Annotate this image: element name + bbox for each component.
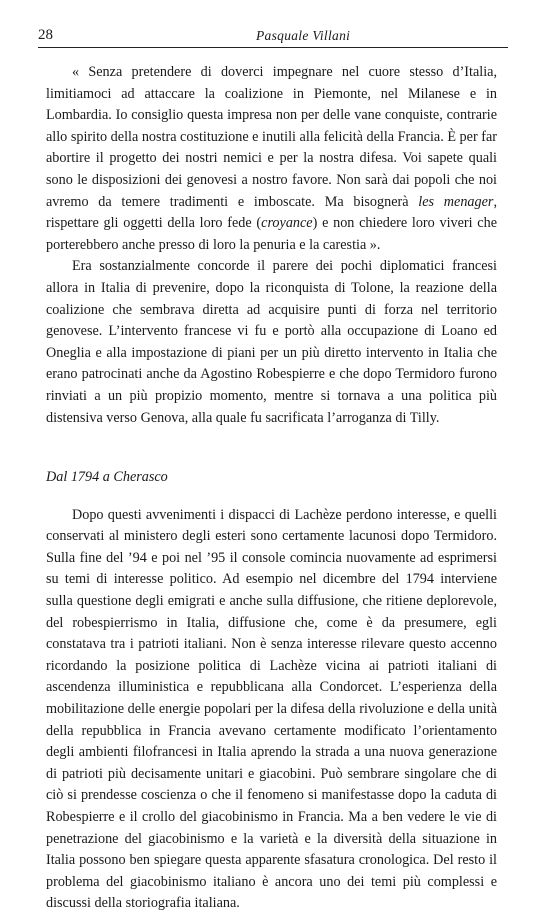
- section-heading: Dal 1794 a Cherasco: [46, 469, 168, 486]
- quote-text-part: ) e non chiedere loro viveri che porterebbero anche presso di loro la penuria e la carestia ».: [46, 215, 497, 253]
- body-paragraph: Era sostanzialmente concorde il parere dei pochi diplomatici francesi allora in Italia di prevenire, dopo la riconquista di Tolone, la reazione della coalizione che sembrava diretta ad acquisire punti di forza nel territorio genovese. L’intervento francese vi fu e portò alla occupazione di Loano ed Oneglia e alla impostazione di piani per un più diretto intervento in Italia che erano patrocinati anche da Agostino Robespierre e che dopo Termidoro furono rinviati a un più propizio momento, mentre si tornava a una politica più distensiva verso Genova, alla quale fu sacrificata l’arroganza di Tilly.: [46, 258, 497, 426]
- page-header: [38, 27, 508, 48]
- quote-italic-term: croyance: [261, 215, 313, 232]
- quote-text-part: « Senza pretendere di doverci impegnare nel cuore stesso d’Italia, limitiamoci ad attaccare la coalizione in Piemonte, nel Milanese e in Lombardia. Io consiglio questa impresa non per delle vane conquiste, contrarie allo spirito della nostra costituzione e inutili alla felicità della Francia. È per far abortire il progetto dei nostri nemici e per la nostra difesa. Voi sapete quali sono le disposizioni dei genovesi a nostro favore. Non sarà dai popoli che noi avremo da temere tradimenti e imboscate. Ma bisognerà: [46, 64, 497, 210]
- page-body: [46, 62, 497, 915]
- quote-paragraph: [46, 62, 497, 256]
- quote-italic-term: les menager: [418, 193, 494, 210]
- running-head: Pasquale Villani: [256, 28, 351, 43]
- body-paragraph: Dopo questi avvenimenti i dispacci di Lachèze perdono interesse, e quelli conservati al ministero degli esteri sono certamente lacunosi dopo Termidoro. Sulla fine del ’94 e poi nel ’95 il console comincia nuovamente ad esprimersi su temi di interesse politico. Ad esempio nel dicembre del 1794 interviene sulla questione degli emigrati e anche sulla diffusione, che ritiene deplorevole, del robespierrismo in Italia, diffusione che, come è da presumere, egli constatava tra i patrioti italiani. Non è senza interesse rilevare questo accenno ricordando la posizione politica di Lachèze vicina ai patrioti italiani di ascendenza illuministica e repubblicana alla Condorcet. L’esperienza della mobilitazione delle energie popolari per la difesa della rivoluzione e della unità della repubblica in Francia avevano certamente modificato l’orientamento degli ambienti filofrancesi in Italia aprendo la strada a una nuova generazione di patrioti più decisamente unitari e giacobini. Può sembrare singolare che di ciò si prendesse coscienza o che il fenomeno si manifestasse dopo la caduta di Robespierre e il crollo del giacobinismo in Francia. Ma a ben vedere le vie di penetrazione del giacobinismo e la varietà e la diversità della situazione in Italia possono ben spiegare questa apparente sfasatura cronologica. Del resto il problema del giacobinismo italiano è ancora uno dei temi più complessi e discussi della storiografia italiana.: [46, 506, 497, 912]
- page-number: 28: [38, 27, 53, 43]
- quote-text-part: , rispettare gli oggetti della loro fede (: [46, 193, 497, 232]
